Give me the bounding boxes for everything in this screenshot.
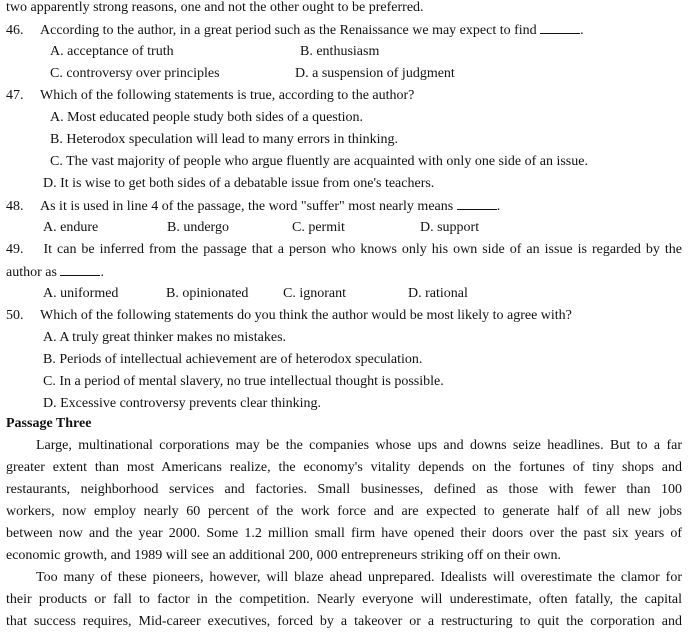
question-stem: As it is used in line 4 of the passage, the word "suffer" most nearly means — [40, 199, 454, 214]
passage-line: that success requires, Mid-career executives, forced by a takeover or a restructuring to quit the corporation and — [6, 614, 682, 629]
intro-line: two apparently strong reasons, one and not the other ought to be preferred. — [6, 0, 424, 15]
answer-blank — [60, 261, 100, 276]
question-50 — [6, 305, 572, 327]
question-46 — [6, 19, 584, 41]
question-49 — [6, 239, 682, 261]
passage-line: restaurants, neighborhood services and factories. Small businesses, defined as those with fewer than 100 — [6, 482, 682, 497]
question-stem: According to the author, in a great period such as the Renaissance we may expect to find — [40, 23, 537, 38]
option-46-a: A. acceptance of truth — [50, 44, 174, 59]
question-number: 46. — [6, 23, 24, 38]
stem-tail: . — [496, 199, 501, 214]
option-50-c: C. In a period of mental slavery, no true intellectual thought is possible. — [43, 374, 444, 389]
option-49-b: B. opinionated — [166, 286, 249, 301]
option-49-c: C. ignorant — [283, 286, 346, 301]
question-47 — [6, 85, 414, 107]
option-47-d: D. It is wise to get both sides of a debatable issue from one's teachers. — [43, 176, 435, 191]
passage-line: economic growth, and 1989 will see an additional 200, 000 entrepreneurs striking off on their own. — [6, 548, 561, 563]
stem-tail: . — [580, 23, 584, 38]
option-47-c: C. The vast majority of people who argue fluently are acquainted with only one side of an issue. — [50, 154, 588, 169]
question-49-cont — [6, 261, 104, 283]
question-number: 47. — [6, 88, 24, 103]
answer-blank — [540, 19, 580, 34]
option-48-a: A. endure — [43, 220, 99, 235]
option-49-d: D. rational — [408, 286, 468, 301]
passage-line: workers, now employ nearly 60 percent of the work force and are expected to generate half of all new jobs — [6, 504, 682, 519]
option-48-d: D. support — [420, 220, 480, 235]
option-46-d: D. a suspension of judgment — [295, 66, 455, 81]
passage-line: greater extent than most Americans realize, the economy's vitality depends on the fortunes of tiny shops and — [6, 460, 682, 475]
option-50-d: D. Excessive controversy prevents clear thinking. — [43, 396, 321, 411]
passage-line: Large, multinational corporations may be the companies whose ups and downs seize headlines. But to a far — [36, 438, 682, 453]
question-stem: Which of the following statements do you think the author would be most likely to agree with? — [40, 308, 572, 323]
option-46-c: C. controversy over principles — [50, 66, 220, 81]
question-number: 50. — [6, 308, 24, 323]
stem-tail: . — [100, 265, 104, 280]
option-49-a: A. uniformed — [43, 286, 119, 301]
option-50-a: A. A truly great thinker makes no mistakes. — [43, 330, 287, 345]
passage-line: between now and the year 2000. Some 1.2 million small firm have opened their doors over the past six years of — [6, 526, 682, 541]
option-46-b: B. enthusiasm — [300, 44, 380, 59]
option-50-b: B. Periods of intellectual achievement are of heterodox speculation. — [43, 352, 423, 367]
option-47-a: A. Most educated people study both sides of a question. — [50, 110, 364, 125]
question-stem-cont: author as — [6, 265, 57, 280]
passage-line: their products or fall to factor in the competition. Nearly everyone will underestimate, often fatally, the capital — [6, 592, 682, 607]
question-number: 48. — [6, 199, 24, 214]
question-stem: It can be inferred from the passage that a person who knows only his own side of an issue is regarded by the — [43, 242, 682, 257]
option-48-b: B. undergo — [167, 220, 229, 235]
answer-blank — [457, 195, 497, 210]
question-number: 49. — [6, 242, 24, 257]
question-48 — [6, 195, 500, 217]
option-47-b: B. Heterodox speculation will lead to many errors in thinking. — [50, 132, 398, 147]
question-stem: Which of the following statements is true, according to the author? — [40, 88, 415, 103]
passage-heading: Passage Three — [6, 416, 92, 431]
passage-line: Too many of these pioneers, however, will blaze ahead unprepared. Idealists will overestimate the clamor for — [36, 570, 682, 585]
option-48-c: C. permit — [292, 220, 345, 235]
